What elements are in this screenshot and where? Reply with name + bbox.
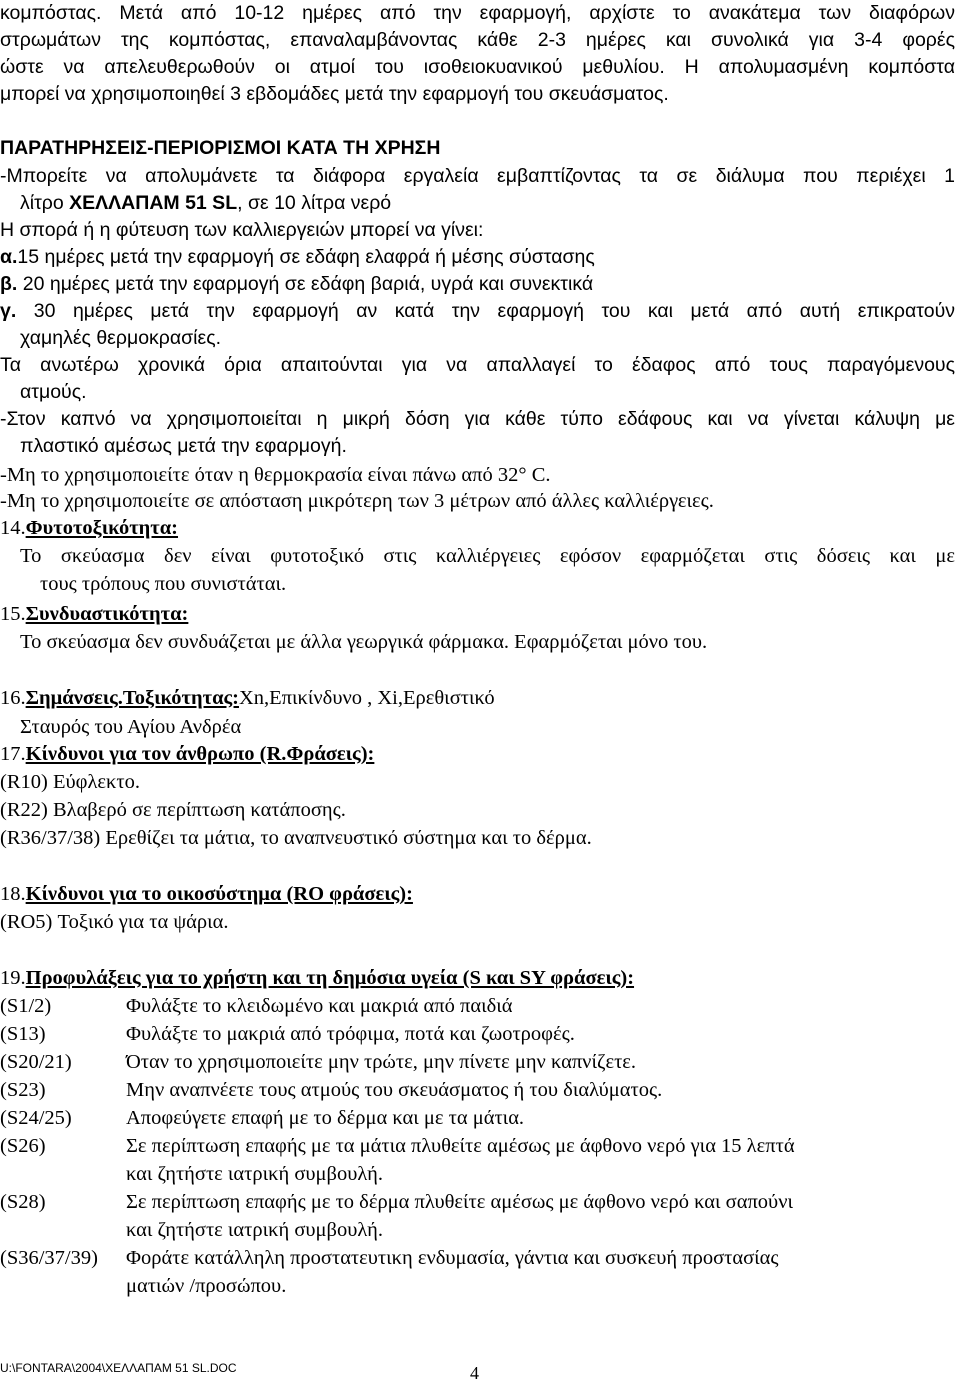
intro-line-1: κομπόστας. Μετά από 10-12 ημέρες από την εφαρμογή, αρχίστε το ανακάτεμα των διαφόρων: [0, 2, 955, 24]
notes-tobacco-line-1: -Στον καπνό να χρησιμοποιείται η μικρή δόση για κάθε τύπο εδάφους και να γίνεται κάλυψη με: [0, 408, 955, 430]
precaution-text: Αποφεύγετε επαφή με το δέρμα και με τα μάτια.: [126, 1107, 525, 1129]
section-16-text: Σταυρός του Αγίου Ανδρέα: [20, 716, 242, 738]
notes-limits-line-2: ατμούς.: [20, 381, 87, 403]
precaution-text: και ζητήστε ιατρική συμβουλή.: [126, 1219, 383, 1241]
section-15-text: Το σκεύασμα δεν συνδυάζεται με άλλα γεωργικά φάρμακα. Εφαρμόζεται μόνο του.: [20, 631, 708, 653]
intro-line-3: ώστε να απελευθερωθούν οι ατμοί του ισοθειοκυανικού μεθυλίου. Η απολυμασμένη κομπόστα: [0, 56, 955, 78]
precaution-text: Φυλάξτε το κλειδωμένο και μακριά από παιδιά: [126, 995, 513, 1017]
notes-tools-line-2: λίτρο ΧΕΛΛΑΠΑΜ 51 SL, σε 10 λίτρα νερό: [20, 192, 392, 214]
section-14-heading: 14.Φυτοτοξικότητα:: [0, 517, 179, 539]
notes-item-a: α.15 ημέρες μετά την εφαρμογή σε εδάφη ελαφρά ή μέσης σύστασης: [0, 246, 595, 268]
section-17-heading: 17.Κίνδυνοι για τον άνθρωπο (R.Φράσεις):: [0, 743, 375, 765]
precaution-text: Φυλάξτε το μακριά από τρόφιμα, ποτά και ζωοτροφές.: [126, 1023, 575, 1045]
section-14-text-1: Το σκεύασμα δεν είναι φυτοτοξικό στις καλλιέργειες εφόσον εφαρμόζεται στις δόσεις και με: [20, 545, 955, 567]
precaution-text: Σε περίπτωση επαφής με το δέρμα πλυθείτε αμέσως με άφθονο νερό και σαπούνι: [126, 1191, 793, 1213]
precaution-text: Σε περίπτωση επαφής με τα μάτια πλυθείτε αμέσως με άφθονο νερό για 15 λεπτά: [126, 1135, 795, 1157]
precaution-code: (S28): [0, 1191, 46, 1213]
precaution-text: Φοράτε κατάλληλη προστατευτικη ενδυμασία, γάντια και συσκευή προστασίας: [126, 1247, 779, 1269]
notes-heading: ΠΑΡΑΤΗΡΗΣΕΙΣ-ΠΕΡΙΟΡΙΣΜΟΙ ΚΑΤΑ ΤΗ ΧΡΗΣΗ: [0, 137, 441, 159]
section-18-ro5: (RO5) Τοξικό για τα ψάρια.: [0, 911, 229, 933]
precaution-text: ματιών /προσώπου.: [126, 1275, 287, 1297]
precaution-code: (S13): [0, 1023, 46, 1045]
section-16-heading: 16.Σημάνσεις.Τοξικότητας:Xn,Επικίνδυνο , Xi,Ερεθιστικό: [0, 687, 495, 709]
notes-limits-line-1: Τα ανωτέρω χρονικά όρια απαιτούνται για να απαλλαγεί το έδαφος από τους παραγόμενους: [0, 354, 955, 376]
notes-temperature: -Μη το χρησιμοποιείτε όταν η θερμοκρασία είναι πάνω από 32° C.: [0, 464, 551, 486]
precaution-code: (S1/2): [0, 995, 52, 1017]
section-14-text-2: τους τρόπους που συνιστάται.: [40, 573, 287, 595]
notes-tools-line-1: -Μπορείτε να απολυμάνετε τα διάφορα εργαλεία εμβαπτίζοντας τα σε διάλυμα που περιέχει 1: [0, 165, 955, 187]
precaution-text: Όταν το χρησιμοποιείτε μην τρώτε, μην πίνετε μην καπνίζετε.: [126, 1051, 637, 1073]
notes-sowing: Η σπορά ή η φύτευση των καλλιεργειών μπορεί να γίνει:: [0, 219, 484, 241]
notes-item-c-line-2: χαμηλές θερμοκρασίες.: [20, 327, 222, 349]
precaution-code: (S24/25): [0, 1107, 72, 1129]
section-18-heading: 18.Κίνδυνοι για το οικοσύστημα (RO φράσεις):: [0, 883, 413, 905]
section-19-heading: 19.Προφυλάξεις για το χρήστη και τη δημόσια υγεία (S και SY φράσεις):: [0, 967, 635, 989]
precaution-code: (S23): [0, 1079, 46, 1101]
notes-tobacco-line-2: πλαστικό αμέσως μετά την εφαρμογή.: [20, 435, 347, 457]
intro-line-2: στρωμάτων της κομπόστας, επαναλαμβάνοντας κάθε 2-3 ημέρες και συνολικά για 3-4 φορές: [0, 29, 955, 51]
precaution-text: και ζητήστε ιατρική συμβουλή.: [126, 1163, 383, 1185]
precaution-text: Μην αναπνέετε τους ατμούς του σκευάσματος ή του διαλύματος.: [126, 1079, 663, 1101]
notes-distance: -Μη το χρησιμοποιείτε σε απόσταση μικρότερη των 3 μέτρων από άλλες καλλιέργειες.: [0, 490, 714, 512]
intro-line-4: μπορεί να χρησιμοποιηθεί 3 εβδομάδες μετά την εφαρμογή του σκευάσματος.: [0, 83, 669, 105]
section-15-heading: 15.Συνδυαστικότητα:: [0, 603, 189, 625]
precaution-code: (S26): [0, 1135, 46, 1157]
section-17-r10: (R10) Εύφλεκτο.: [0, 771, 140, 793]
notes-item-b: β. 20 ημέρες μετά την εφαρμογή σε εδάφη βαριά, υγρά και συνεκτικά: [0, 273, 594, 295]
section-17-r36: (R36/37/38) Ερεθίζει τα μάτια, το αναπνευστικό σύστημα και το δέρμα.: [0, 827, 592, 849]
precaution-code: (S20/21): [0, 1051, 72, 1073]
product-name: ΧΕΛΛΑΠΑΜ 51 SL: [69, 192, 238, 214]
page-number: 4: [470, 1363, 479, 1383]
footer-file-path: U:\FONTARA\2004\ΧΕΛΛΑΠΑΜ 51 SL.DOC: [0, 1361, 237, 1375]
precaution-code: (S36/37/39): [0, 1247, 98, 1269]
section-17-r22: (R22) Βλαβερό σε περίπτωση κατάποσης.: [0, 799, 346, 821]
notes-item-c-line-1: γ. 30 ημέρες μετά την εφαρμογή αν κατά την εφαρμογή του και μετά από αυτή επικρατούν: [0, 300, 955, 322]
